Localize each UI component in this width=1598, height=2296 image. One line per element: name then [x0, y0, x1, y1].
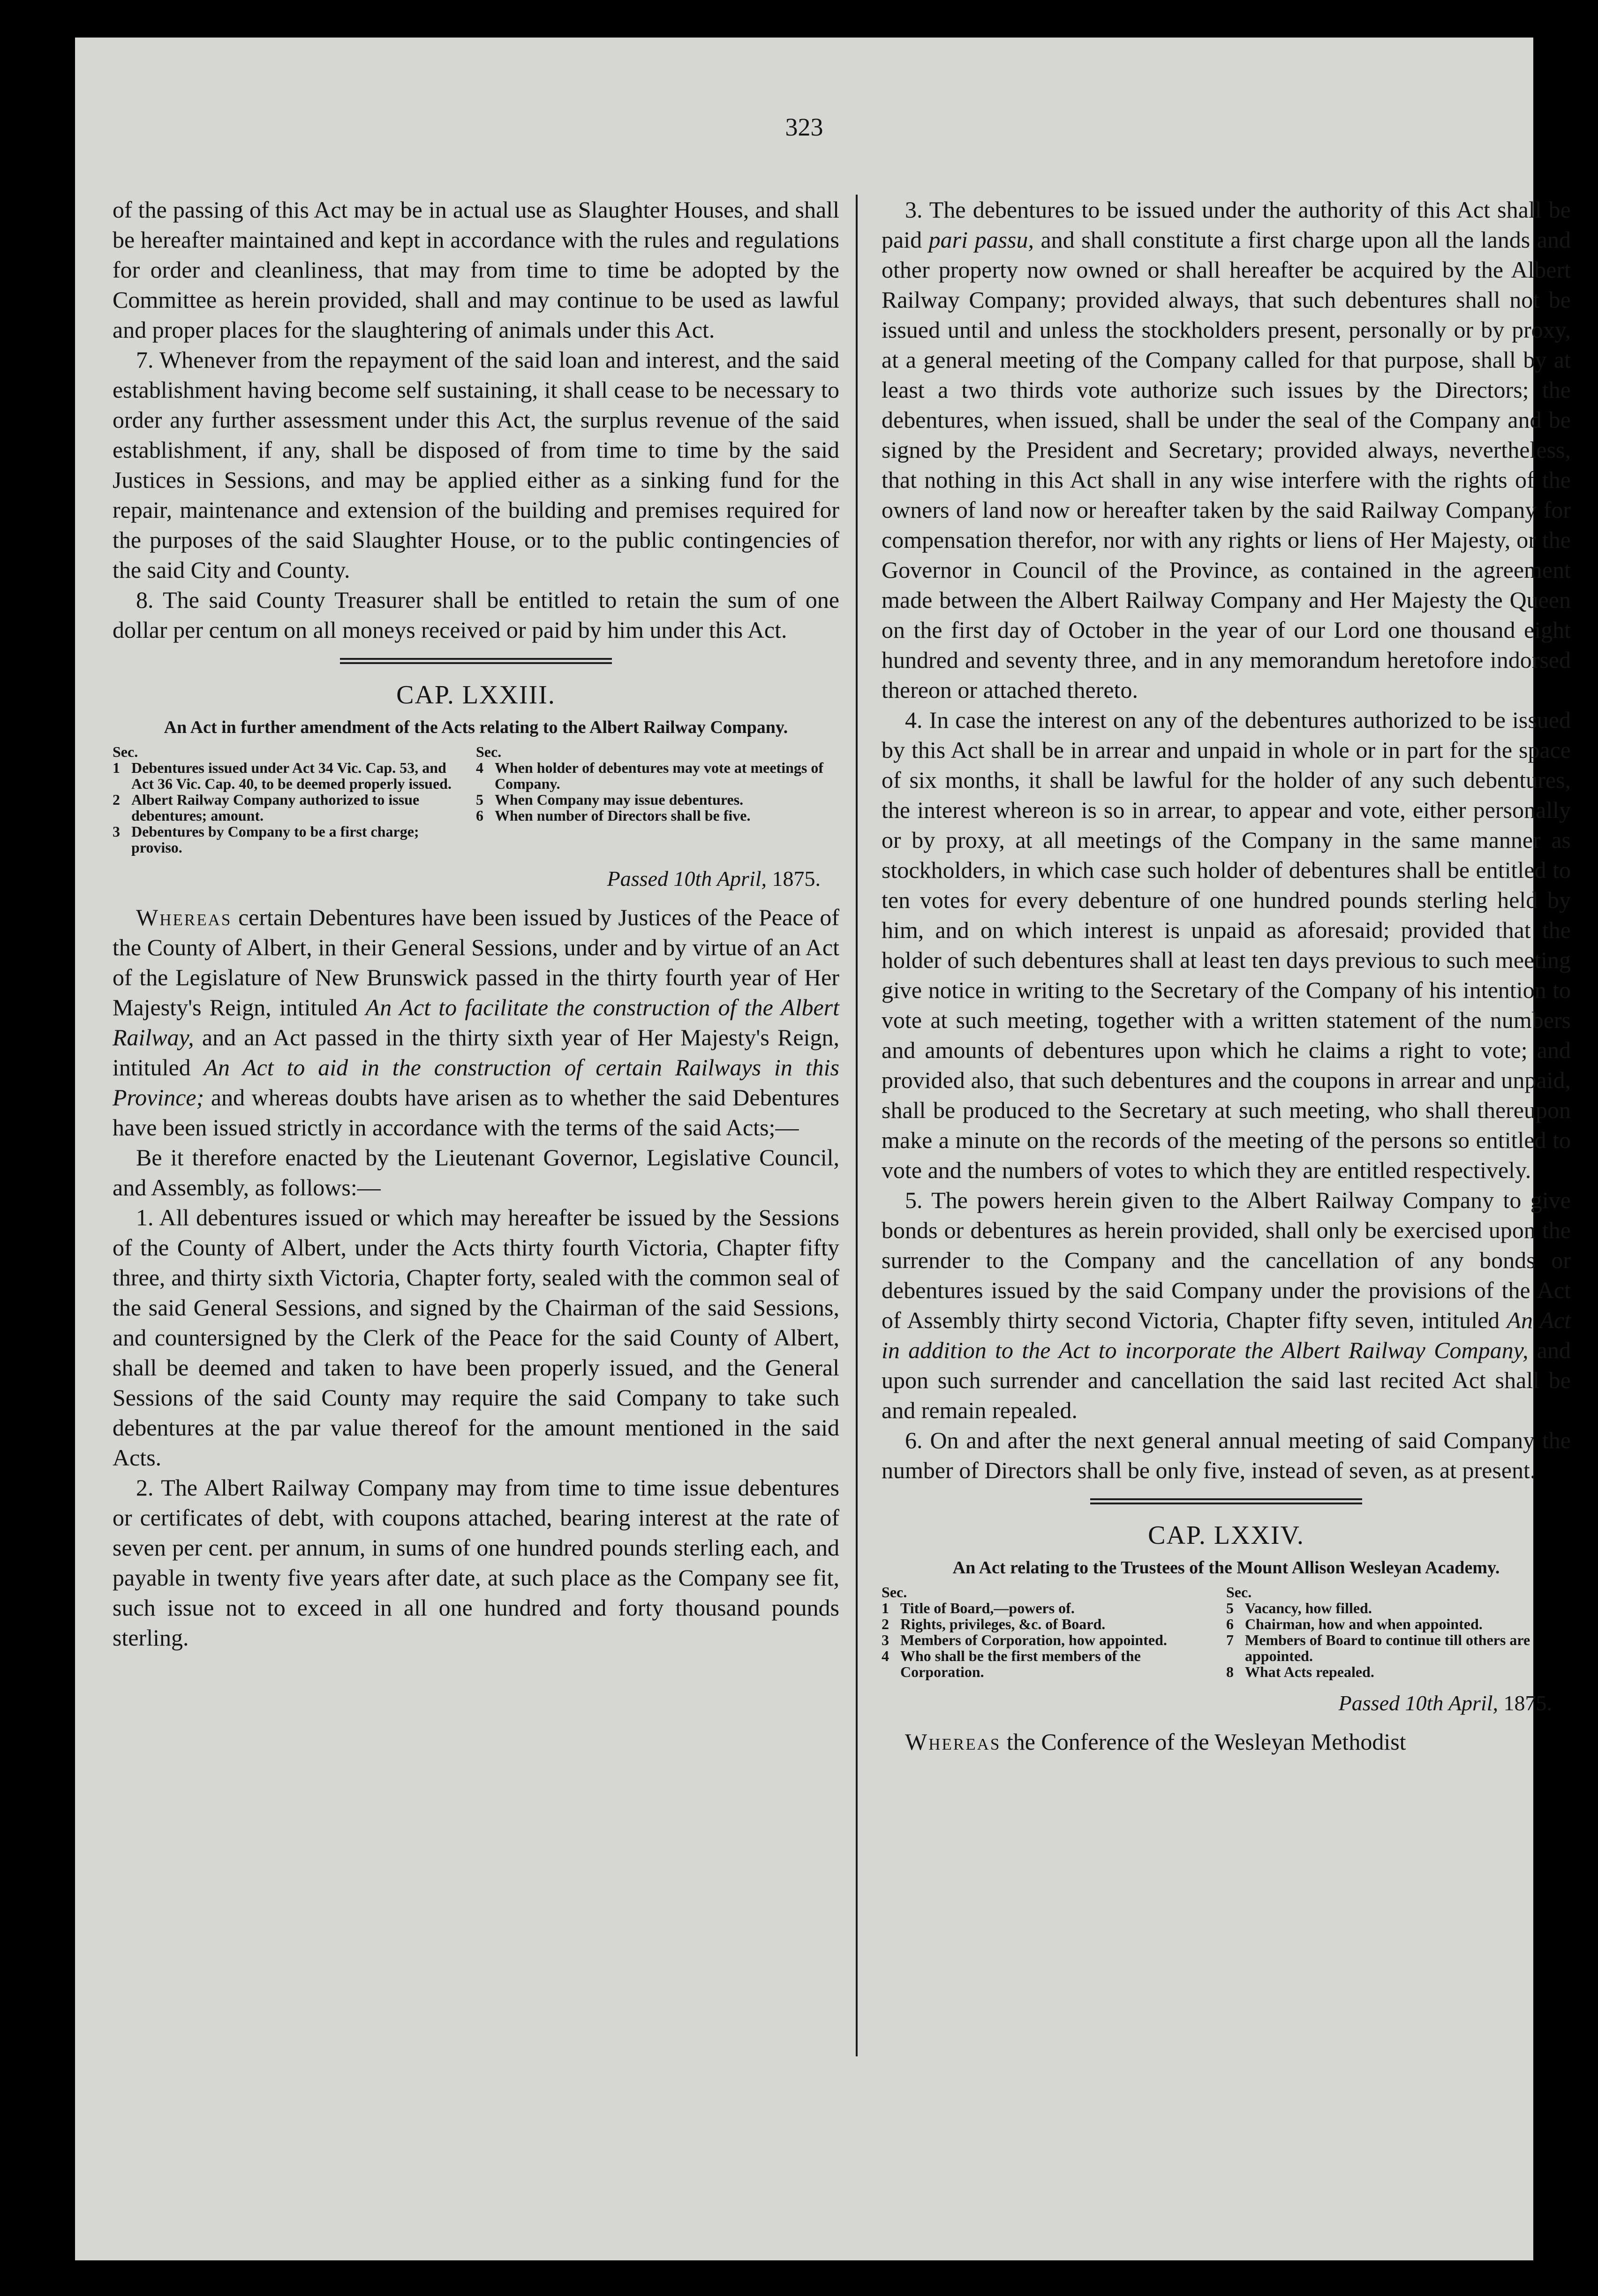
document-page — [75, 38, 1571, 2260]
section-1: 1. All debentures issued or which may hereafter be issued by the Sessions of the County of Albert, under the Acts thirty fourth Victoria, Chapter fifty three, and thirty sixth Victoria, Chapter forty, sealed with the common seal of the said General Sessions, and signed by the Chairman of the said Sessions, and countersigned by the Clerk of the Peace for the said County of Albert, shall be deemed and taken to have been properly issued, and the General Sessions of the said County may require the said Company to take such debentures at the par value thereof for the amount mentioned in the said Acts. — [113, 1204, 839, 1471]
index-number: 5 — [1226, 1600, 1234, 1616]
index-item — [882, 1600, 1226, 1616]
index-item — [476, 760, 839, 792]
passed-date — [113, 864, 821, 894]
index-number: 4 — [882, 1647, 889, 1664]
double-rule-divider — [340, 658, 612, 664]
index-item — [1226, 1600, 1571, 1616]
index-number: 2 — [882, 1616, 889, 1632]
index-number: 4 — [476, 759, 483, 776]
index-item — [113, 760, 476, 792]
index-number: 1 — [113, 759, 120, 776]
act-citation: An Act to aid in the construction of certain Railways in this Province; — [113, 1054, 839, 1110]
section-index-right — [476, 744, 839, 855]
index-text: Albert Railway Company authorized to issue debentures; amount. — [131, 791, 420, 824]
index-item — [882, 1616, 1226, 1632]
right-column — [882, 195, 1571, 1757]
index-number: 6 — [1226, 1616, 1234, 1632]
latin-term: pari passu, — [928, 227, 1034, 253]
sec-heading: Sec. — [1226, 1584, 1252, 1601]
index-text: Who shall be the first members of the Corporation. — [900, 1647, 1141, 1680]
index-number: 5 — [476, 791, 483, 808]
index-item — [1226, 1616, 1571, 1632]
index-text: Debentures by Company to be a first charge; proviso. — [131, 823, 419, 856]
index-number: 8 — [1226, 1663, 1234, 1680]
index-number: 3 — [882, 1631, 889, 1648]
index-number: 6 — [476, 807, 483, 824]
preamble-text: certain Debentures have been issued by Justices of the Peace of the County of Albert, in their General Sessions, under and by virtue of an Act of the Legislature of New Brunswick passed in the thirty fourth year of Her Majesty's Reign, intituled — [113, 904, 839, 1020]
enacting-clause: Be it therefore enacted by the Lieutenant Governor, Legislative Council, and Assembly, as follows:— — [113, 1144, 839, 1201]
act-citation: An Act in addition to the Act to incorporate the Albert Railway Company, — [882, 1307, 1571, 1363]
index-item — [113, 792, 476, 823]
index-item — [1226, 1664, 1571, 1680]
column-divider — [856, 195, 858, 2056]
section-2: 2. The Albert Railway Company may from time to time issue debentures or certificates of debt, with coupons attached, bearing interest at the rate of seven per cent. per annum, in sums of one hundred pounds sterling each, and payable in twenty five years after date, at such place as the Company see fit, such issue not to exceed in all one hundred and forty thousand pounds sterling. — [113, 1474, 839, 1651]
index-number: 1 — [882, 1600, 889, 1616]
preamble — [113, 902, 839, 1142]
section-4: 4. In case the interest on any of the debentures authorized to be issued by this Act shall be in arrear and unpaid in whole or in part for the space of six months, it shall be lawful for the holder of any such debentures, the interest whereon is so in arrear, to appear and vote, either personally or by proxy, at all meetings of the Company in the same manner as stockholders, in which case such holder of debentures shall be entitled to ten votes for every debenture of one hundred pounds sterling held by him, and on which interest is unpaid as aforesaid; provided that the holder of such debentures shall at least ten days previous to such meeting give notice in writing to the Secretary of the Company of his intention to vote at such meeting, together with a written statement of the numbers and amounts of debentures upon which he claims a right to vote; and provided also, that such debentures and the coupons in arrear and unpaid, shall be produced to the Secretary at such meeting, who shall thereupon make a minute on the records of the meeting of the persons so entitled to vote and the numbers of votes to which they are entitled respectively. — [882, 707, 1571, 1183]
index-item — [882, 1648, 1226, 1680]
index-item — [476, 808, 839, 823]
index-text: When number of Directors shall be five. — [495, 807, 751, 824]
index-text: What Acts repealed. — [1245, 1663, 1374, 1680]
section-index-right — [1226, 1584, 1571, 1680]
section-text: and upon such surrender and cancellation the said last recited Act shall be and remain repealed. — [882, 1337, 1571, 1423]
index-number: 2 — [113, 791, 120, 808]
passed-date-text: Passed 10th April, — [1338, 1691, 1498, 1715]
section-text: and shall constitute a first charge upon all the lands and other property now owned or shall hereafter be acquired by the Albert Railway Company; provided always, that such debentures shall not be issued until and unless the stockholders present, personally or by proxy, at a general meeting of the Company called for that purpose, shall by at least a two thirds vote authorize such issues by the Directors; the debentures, when issued, shall be under the seal of the Company and be signed by the President and Secretary; provided always, nevertheless, that nothing in this Act shall in any wise interfere with the rights of the owners of land now or hereafter taken by the said Railway Company for compensation therefor, nor with any rights or liens of Her Majesty, or the Governor in Council of the Province, as contained in the agreement made between the Albert Railway Company and Her Majesty the Queen on the first day of October in the year of our Lord one thousand eight hundred and seventy three, and in any memorandum heretofore indorsed thereon or attached thereto. — [882, 227, 1571, 703]
act-title: An Act in further amendment of the Acts relating to the Albert Railway Company. — [164, 718, 788, 737]
passed-date — [882, 1688, 1552, 1718]
passed-date-text: Passed 10th April, — [607, 867, 767, 891]
section-7: 7. Whenever from the repayment of the said loan and interest, and the said establishment having become self sustaining, it shall cease to be necessary to order any further assessment under this Act, the surplus revenue of the said establishment, if any, shall be disposed of from time to time by the said Justices in Sessions, and may be applied either as a sinking fund for the repair, maintenance and extension of the building and premises required for the purposes of the said Slaughter House, or to the public contingencies of the said City and County. — [113, 347, 839, 583]
index-text: Chairman, how and when appointed. — [1245, 1616, 1483, 1632]
section-6: 6. On and after the next general annual meeting of said Company the number of Directors shall be only five, instead of seven, as at present. — [882, 1427, 1571, 1483]
index-text: When holder of debentures may vote at meetings of Company. — [495, 759, 823, 792]
section-index-left — [882, 1584, 1226, 1680]
chapter-heading: CAP. LXXIV. — [1148, 1521, 1304, 1550]
sec-heading: Sec. — [113, 743, 138, 760]
preamble-text: and an Act passed in the thirty sixth year of Her Majesty's Reign, intituled — [113, 1024, 839, 1080]
paragraph-continuation: of the passing of this Act may be in actual use as Slaughter Houses, and shall be hereafter maintained and kept in accordance with the rules and regulations for order and cleanliness, that may from time to time be adopted by the Committee as herein provided, shall and may continue to be used as lawful and proper places for the slaughtering of animals under this Act. — [113, 196, 839, 343]
index-item — [476, 792, 839, 808]
index-item — [882, 1632, 1226, 1648]
section-8: 8. The said County Treasurer shall be entitled to retain the sum of one dollar per centum on all moneys received or paid by him under this Act. — [113, 587, 839, 643]
act-title: An Act relating to the Trustees of the Mount Allison Wesleyan Academy. — [952, 1558, 1500, 1578]
sec-heading: Sec. — [476, 743, 502, 760]
index-item — [1226, 1632, 1571, 1664]
passed-year: 1875. — [772, 867, 821, 891]
index-text: When Company may issue debentures. — [495, 791, 744, 808]
whereas-word: Whereas — [136, 904, 232, 930]
section-3 — [882, 195, 1571, 705]
index-text: Members of Corporation, how appointed. — [900, 1631, 1167, 1648]
section-text: 5. The powers herein given to the Albert Railway Company to give bonds or debentures as herein provided, shall only be exercised upon the surrender to the Company and the cancellation of any bonds or debentures issued by the said Company under the provisions of the Act of Assembly thirty second Victoria, Chapter fifty seven, intituled — [882, 1187, 1571, 1333]
preamble — [882, 1727, 1571, 1757]
preamble-text: the Conference of the Wesleyan Methodist — [1001, 1729, 1406, 1755]
double-rule-divider — [1090, 1498, 1362, 1504]
index-text: Vacancy, how filled. — [1245, 1600, 1372, 1616]
left-column — [113, 195, 839, 1653]
page-number: 323 — [785, 113, 823, 141]
section-text: 3. The debentures to be issued under the authority of this Act shall be paid — [882, 196, 1571, 253]
sec-heading: Sec. — [882, 1584, 907, 1601]
section-5 — [882, 1185, 1571, 1425]
section-index — [882, 1584, 1571, 1680]
chapter-heading: CAP. LXXIII. — [396, 680, 556, 710]
preamble-text: and whereas doubts have arisen as to whether the said Debentures have been issued strictly in accordance with the terms of the said Acts;— — [113, 1084, 839, 1140]
act-citation: An Act to facilitate the construction of the Albert Railway, — [113, 994, 840, 1050]
index-text: Rights, privileges, &c. of Board. — [900, 1616, 1106, 1632]
passed-year: 1875. — [1503, 1691, 1552, 1715]
index-text: Members of Board to continue till others are appointed. — [1245, 1631, 1530, 1664]
section-index — [113, 744, 839, 855]
whereas-word: Whereas — [905, 1729, 1001, 1755]
index-text: Debentures issued under Act 34 Vic. Cap. 53, and Act 36 Vic. Cap. 40, to be deemed properly issued. — [131, 759, 452, 792]
index-number: 7 — [1226, 1631, 1234, 1648]
index-number: 3 — [113, 823, 120, 840]
index-item — [113, 823, 476, 855]
section-index-left — [113, 744, 476, 855]
index-text: Title of Board,—powers of. — [900, 1600, 1075, 1616]
